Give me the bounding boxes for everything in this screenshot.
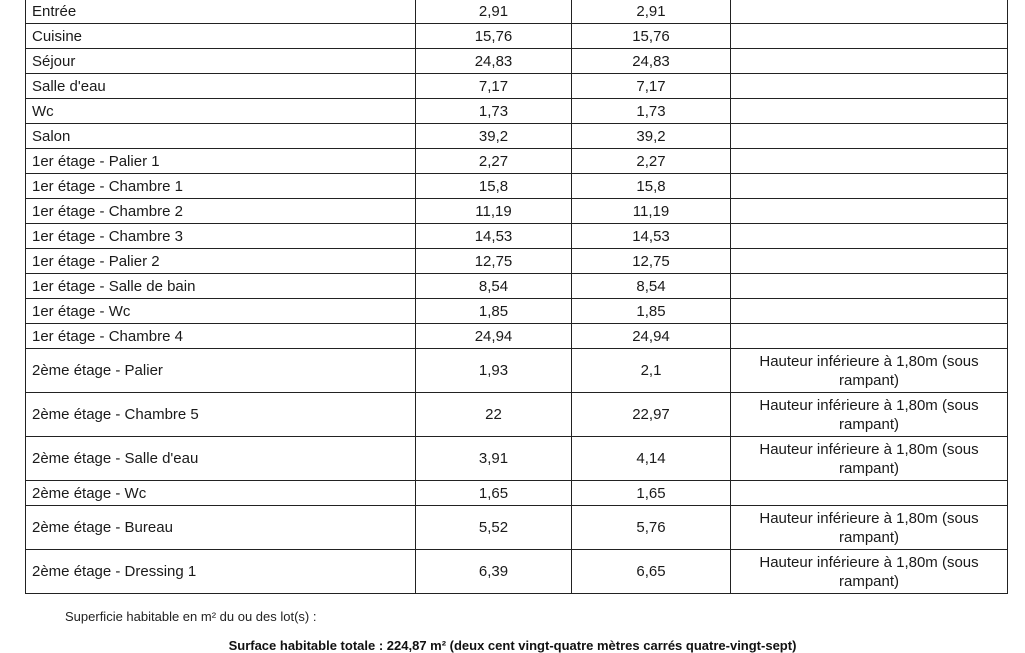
total-surface-cell: 4,14 — [572, 437, 731, 481]
room-name-cell: 1er étage - Palier 1 — [26, 149, 416, 174]
habitable-surface-cell: 3,91 — [416, 437, 572, 481]
total-surface-cell: 15,8 — [572, 174, 731, 199]
room-name-cell: Salle d'eau — [26, 74, 416, 99]
habitable-surface-cell: 11,19 — [416, 199, 572, 224]
table-row — [26, 550, 1008, 594]
table-row — [26, 224, 1008, 249]
habitable-surface-cell: 24,83 — [416, 49, 572, 74]
habitable-surface-cell: 2,27 — [416, 149, 572, 174]
note-cell — [731, 99, 1008, 124]
habitable-surface-cell: 8,54 — [416, 274, 572, 299]
habitable-surface-cell: 5,52 — [416, 506, 572, 550]
room-name-cell: Cuisine — [26, 24, 416, 49]
table-row — [26, 249, 1008, 274]
note-cell — [731, 299, 1008, 324]
total-surface-cell: 1,85 — [572, 299, 731, 324]
table-row — [26, 74, 1008, 99]
note-cell — [731, 74, 1008, 99]
room-name-cell: 2ème étage - Bureau — [26, 506, 416, 550]
note-cell: Hauteur inférieure à 1,80m (sous rampant) — [731, 506, 1008, 550]
habitable-surface-cell: 15,76 — [416, 24, 572, 49]
total-surface-cell: 6,65 — [572, 550, 731, 594]
room-name-cell: Séjour — [26, 49, 416, 74]
note-cell — [731, 481, 1008, 506]
total-surface-cell: 11,19 — [572, 199, 731, 224]
habitable-surface-cell: 22 — [416, 393, 572, 437]
total-surface-cell: 12,75 — [572, 249, 731, 274]
room-name-cell: 2ème étage - Salle d'eau — [26, 437, 416, 481]
table-row — [26, 174, 1008, 199]
room-name-cell: 1er étage - Wc — [26, 299, 416, 324]
room-name-cell: 1er étage - Chambre 1 — [26, 174, 416, 199]
room-name-cell: 1er étage - Chambre 4 — [26, 324, 416, 349]
total-surface-cell: 2,91 — [572, 0, 731, 24]
habitable-surface-cell: 15,8 — [416, 174, 572, 199]
total-surface-cell: 1,65 — [572, 481, 731, 506]
total-surface-cell: 39,2 — [572, 124, 731, 149]
room-name-cell: 1er étage - Chambre 2 — [26, 199, 416, 224]
table-row — [26, 274, 1008, 299]
total-surface-cell: 22,97 — [572, 393, 731, 437]
note-cell — [731, 24, 1008, 49]
total-surface-cell: 2,1 — [572, 349, 731, 393]
total-surface-cell: 1,73 — [572, 99, 731, 124]
total-surface-cell: 15,76 — [572, 24, 731, 49]
note-cell — [731, 274, 1008, 299]
table-row — [26, 0, 1008, 24]
surface-total: Surface habitable totale : 224,87 m² (deux cent vingt-quatre mètres carrés quatre-vingt-sept) — [228, 638, 797, 653]
surface-caption: Superficie habitable en m² du ou des lot(s) : — [65, 609, 317, 624]
note-cell — [731, 324, 1008, 349]
note-cell: Hauteur inférieure à 1,80m (sous rampant) — [731, 437, 1008, 481]
note-cell — [731, 174, 1008, 199]
table-row — [26, 437, 1008, 481]
habitable-surface-cell: 1,65 — [416, 481, 572, 506]
habitable-surface-cell: 39,2 — [416, 124, 572, 149]
table-row — [26, 393, 1008, 437]
total-surface-cell: 14,53 — [572, 224, 731, 249]
habitable-surface-cell: 24,94 — [416, 324, 572, 349]
total-surface-cell: 2,27 — [572, 149, 731, 174]
habitable-surface-cell: 14,53 — [416, 224, 572, 249]
table-row — [26, 49, 1008, 74]
table-row — [26, 481, 1008, 506]
habitable-surface-cell: 1,93 — [416, 349, 572, 393]
room-name-cell: Entrée — [26, 0, 416, 24]
note-cell — [731, 124, 1008, 149]
note-cell: Hauteur inférieure à 1,80m (sous rampant) — [731, 550, 1008, 594]
note-cell — [731, 224, 1008, 249]
habitable-surface-cell: 6,39 — [416, 550, 572, 594]
note-cell — [731, 199, 1008, 224]
room-name-cell: 2ème étage - Dressing 1 — [26, 550, 416, 594]
table-row — [26, 24, 1008, 49]
total-surface-cell: 24,94 — [572, 324, 731, 349]
room-name-cell: 1er étage - Palier 2 — [26, 249, 416, 274]
room-name-cell: 2ème étage - Wc — [26, 481, 416, 506]
room-name-cell: 1er étage - Chambre 3 — [26, 224, 416, 249]
total-surface-cell: 5,76 — [572, 506, 731, 550]
habitable-surface-cell: 1,85 — [416, 299, 572, 324]
note-cell — [731, 149, 1008, 174]
total-surface-cell: 24,83 — [572, 49, 731, 74]
table-row — [26, 299, 1008, 324]
note-cell — [731, 0, 1008, 24]
surface-table — [25, 0, 1008, 594]
note-cell: Hauteur inférieure à 1,80m (sous rampant) — [731, 349, 1008, 393]
table-row — [26, 324, 1008, 349]
total-surface-cell: 8,54 — [572, 274, 731, 299]
habitable-surface-cell: 1,73 — [416, 99, 572, 124]
surface-table-body — [26, 0, 1008, 594]
table-row — [26, 199, 1008, 224]
habitable-surface-cell: 7,17 — [416, 74, 572, 99]
note-cell — [731, 49, 1008, 74]
note-cell — [731, 249, 1008, 274]
habitable-surface-cell: 2,91 — [416, 0, 572, 24]
room-name-cell: Wc — [26, 99, 416, 124]
table-row — [26, 349, 1008, 393]
table-row — [26, 506, 1008, 550]
total-surface-cell: 7,17 — [572, 74, 731, 99]
habitable-surface-cell: 12,75 — [416, 249, 572, 274]
room-name-cell: Salon — [26, 124, 416, 149]
note-cell: Hauteur inférieure à 1,80m (sous rampant) — [731, 393, 1008, 437]
table-row — [26, 124, 1008, 149]
room-name-cell: 2ème étage - Palier — [26, 349, 416, 393]
table-row — [26, 149, 1008, 174]
room-name-cell: 2ème étage - Chambre 5 — [26, 393, 416, 437]
table-row — [26, 99, 1008, 124]
room-name-cell: 1er étage - Salle de bain — [26, 274, 416, 299]
